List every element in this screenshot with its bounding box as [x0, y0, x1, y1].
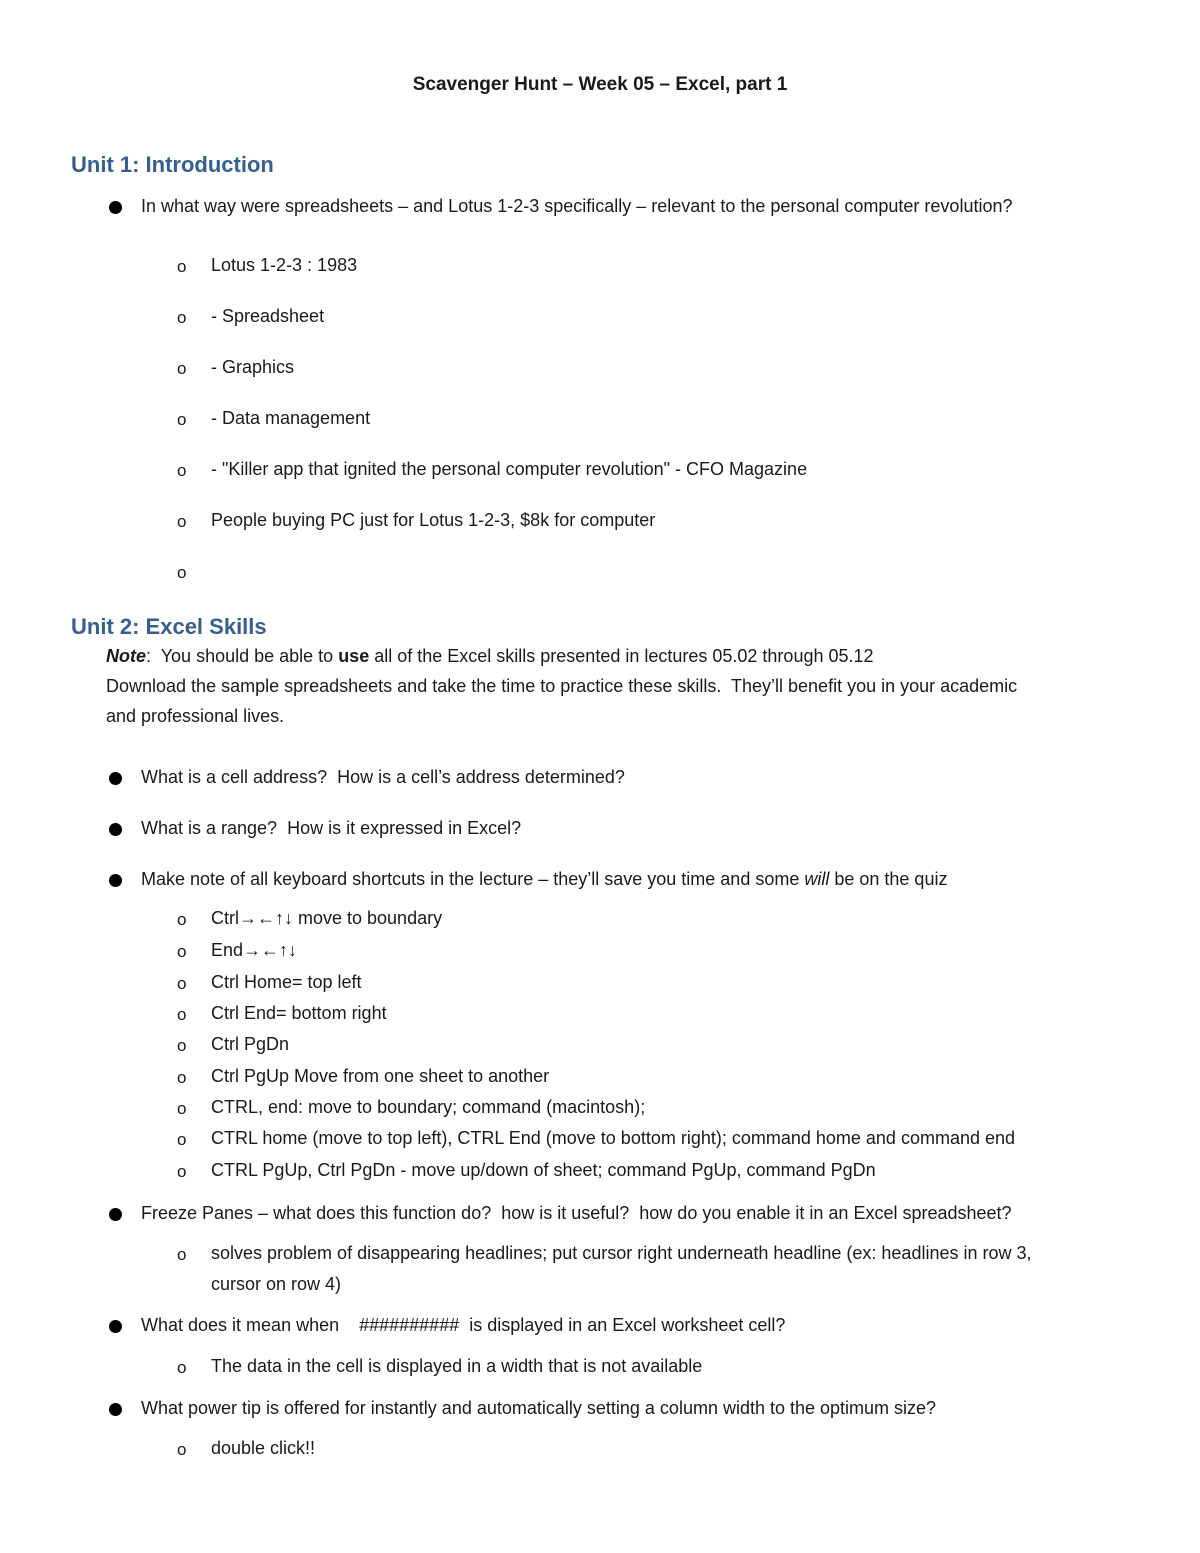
bullet-dot [109, 1208, 122, 1221]
download-line-1: Download the sample spreadsheets and take the time to practice these skills. They’ll benefit you in your academic [106, 676, 1018, 696]
bullet-dot [109, 874, 122, 887]
answer-freeze-panes-line-1: solves problem of disappearing headlines; put cursor right underneath headline (ex: headlines in row 3, [211, 1243, 1032, 1263]
question-hash-before: What does it mean when [141, 1315, 360, 1335]
shortcut-item: Ctrl PgUp Move from one sheet to another [211, 1066, 550, 1086]
unit1-answer-5: - "Killer app that ignited the personal computer revolution" - CFO Magazine [211, 459, 808, 479]
bullet-dot [109, 823, 122, 836]
sub-bullet-marker: o [177, 1099, 187, 1118]
answer-power-tip: double click!! [211, 1438, 316, 1458]
bullet-dot [109, 772, 122, 785]
sub-bullet-marker: o [177, 1036, 187, 1055]
question-hash-after: is displayed in an Excel worksheet cell? [459, 1315, 786, 1335]
question-range: What is a range? How is it expressed in Excel? [141, 818, 522, 838]
sub-bullet-marker: o [177, 257, 187, 276]
sub-bullet-marker: o [177, 359, 187, 378]
unit1-answer-2: - Spreadsheet [211, 306, 325, 326]
unit1-answer-6: People buying PC just for Lotus 1-2-3, $8k for computer [211, 510, 656, 530]
shortcut-item: Ctrl PgDn [211, 1034, 290, 1054]
note-line [106, 646, 1116, 666]
sub-bullet-marker: o [177, 1245, 187, 1264]
question-shortcuts-before: Make note of all keyboard shortcuts in the lecture – they’ll save you time and some [141, 869, 805, 889]
sub-bullet-marker: o [177, 1068, 187, 1087]
sub-bullet-marker: o [177, 1162, 187, 1181]
note-text-before: You should be able to [151, 646, 339, 666]
sub-bullet-marker: o [177, 942, 187, 961]
unit1-answer-3: - Graphics [211, 357, 295, 377]
unit1-answer-1: Lotus 1-2-3 : 1983 [211, 255, 358, 275]
sub-bullet-marker: o [177, 308, 187, 327]
unit2-heading: Unit 2: Excel Skills [71, 614, 267, 639]
question-shortcuts-emphasis: will [804, 869, 830, 889]
sub-bullet-marker: o [177, 512, 187, 531]
question-shortcuts-after: be on the quiz [829, 869, 948, 889]
shortcut-item: Ctrl End= bottom right [211, 1003, 387, 1023]
note-label: Note [106, 646, 146, 666]
bullet-dot [109, 1320, 122, 1333]
shortcut-item: CTRL PgUp, Ctrl PgDn - move up/down of sheet; command PgUp, command PgDn [211, 1160, 876, 1180]
sub-bullet-marker: o [177, 910, 187, 929]
unit1-question: In what way were spreadsheets – and Lotus 1-2-3 specifically – relevant to the personal computer revolution? [141, 196, 1013, 216]
sub-bullet-marker: o [177, 1130, 187, 1149]
bullet-dot [109, 1403, 122, 1416]
question-cell-address: What is a cell address? How is a cell’s address determined? [141, 767, 625, 787]
sub-bullet-marker: o [177, 1440, 187, 1459]
shortcut-item: CTRL home (move to top left), CTRL End (move to bottom right); command home and command end [211, 1128, 1016, 1148]
sub-bullet-marker: o [177, 563, 187, 582]
question-shortcuts [141, 869, 947, 889]
page-title: Scavenger Hunt – Week 05 – Excel, part 1 [412, 74, 788, 95]
question-hash-display [141, 1315, 785, 1335]
question-power-tip: What power tip is offered for instantly and automatically setting a column width to the optimum size? [141, 1398, 937, 1418]
sub-bullet-marker: o [177, 974, 187, 993]
download-line-2: and professional lives. [106, 706, 285, 726]
bullet-dot [109, 201, 122, 214]
sub-bullet-marker: o [177, 410, 187, 429]
note-emphasis: use [338, 646, 370, 666]
sub-bullet-marker: o [177, 461, 187, 480]
sub-bullet-marker: o [177, 1005, 187, 1024]
shortcut-item: Ctrl→←↑↓ move to boundary [211, 908, 443, 928]
question-hash-symbols: ########## [359, 1315, 460, 1335]
question-freeze-panes: Freeze Panes – what does this function do? how is it useful? how do you enable it in an Excel spreadsheet? [141, 1203, 1012, 1223]
note-text-after: all of the Excel skills presented in lectures 05.02 through 05.12 [369, 646, 874, 666]
shortcut-item: CTRL, end: move to boundary; command (macintosh); [211, 1097, 646, 1117]
unit1-heading: Unit 1: Introduction [71, 152, 274, 177]
answer-hash-display: The data in the cell is displayed in a width that is not available [211, 1356, 703, 1376]
unit1-answer-4: - Data management [211, 408, 371, 428]
answer-freeze-panes-line-2: cursor on row 4) [211, 1274, 342, 1294]
shortcut-item: Ctrl Home= top left [211, 972, 362, 992]
note-colon: : [146, 646, 152, 666]
shortcut-item: End→←↑↓ [211, 940, 298, 960]
sub-bullet-marker: o [177, 1358, 187, 1377]
